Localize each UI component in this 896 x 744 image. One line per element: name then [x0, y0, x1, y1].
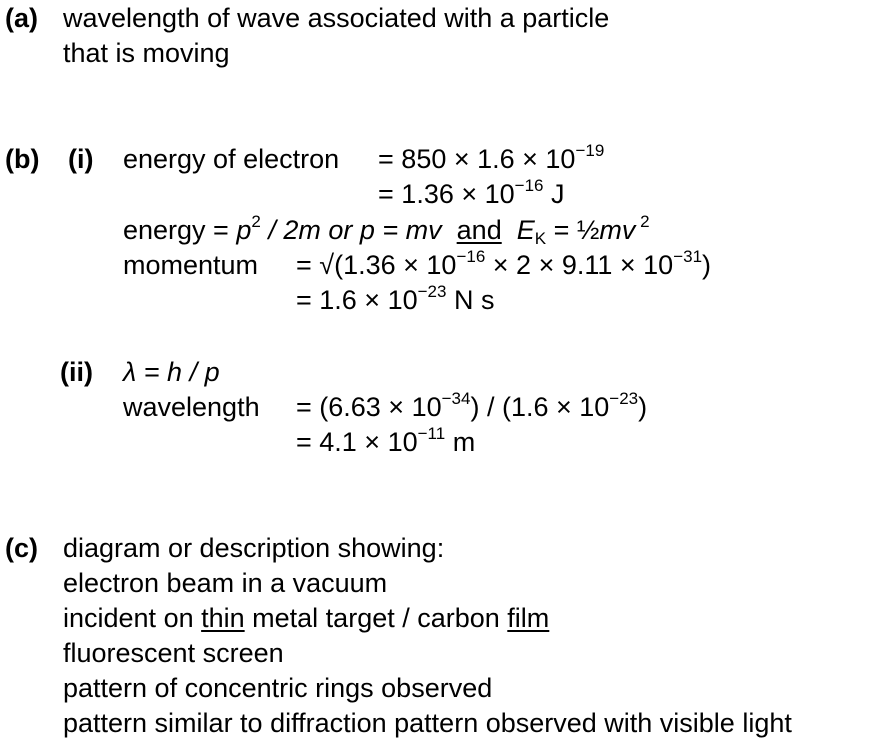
wavelength-result: = $4.1 \times 10^{-11}$ m	[296, 424, 476, 457]
part-c-line-2: electron beam in a vacuum	[63, 568, 388, 598]
energy-formula-line: energy = $p^2 / 2m$ or p = mv and $E_K$ = ½mv $^2$	[123, 212, 650, 248]
part-c-line-3: incident on thin metal target / carbon film	[63, 603, 550, 633]
momentum-result: = $1.6 \times 10^{-23}$ N s	[296, 282, 495, 315]
momentum-label: momentum	[123, 250, 259, 280]
energy-line-2: = $1.36 \times 10^{-16}$ J	[378, 176, 565, 209]
part-c-line-5: pattern of concentric rings observed	[63, 673, 493, 703]
part-b-label: (b)	[5, 144, 40, 174]
energy-line-1: = $850 \times 1.6 \times 10^{-19}$	[378, 141, 605, 174]
part-a-line-1: wavelength of wave associated with a particle	[63, 3, 610, 33]
part-b-i-label: (i)	[68, 144, 94, 174]
momentum-calc: = $√(1.36 \times 10^{-16} \times 2 \times 9.11 \times 10^{-31})$	[296, 247, 712, 280]
wavelength-label: wavelength	[123, 392, 260, 422]
part-b-ii-label: (ii)	[60, 357, 93, 387]
part-a-label: (a)	[5, 3, 38, 33]
part-c-line-6: pattern similar to diffraction pattern observed with visible light	[63, 708, 792, 738]
part-a-line-2: that is moving	[63, 38, 230, 68]
part-c-line-1: diagram or description showing:	[63, 533, 445, 563]
de-broglie-formula: λ = h / p	[123, 357, 220, 387]
wavelength-calc: = $(6.63 \times 10^{-34}) / (1.6 \times 10^{-23})$	[296, 389, 648, 422]
energy-of-electron-label: energy of electron	[123, 144, 340, 174]
part-c-label: (c)	[5, 533, 38, 563]
part-c-line-4: fluorescent screen	[63, 638, 284, 668]
